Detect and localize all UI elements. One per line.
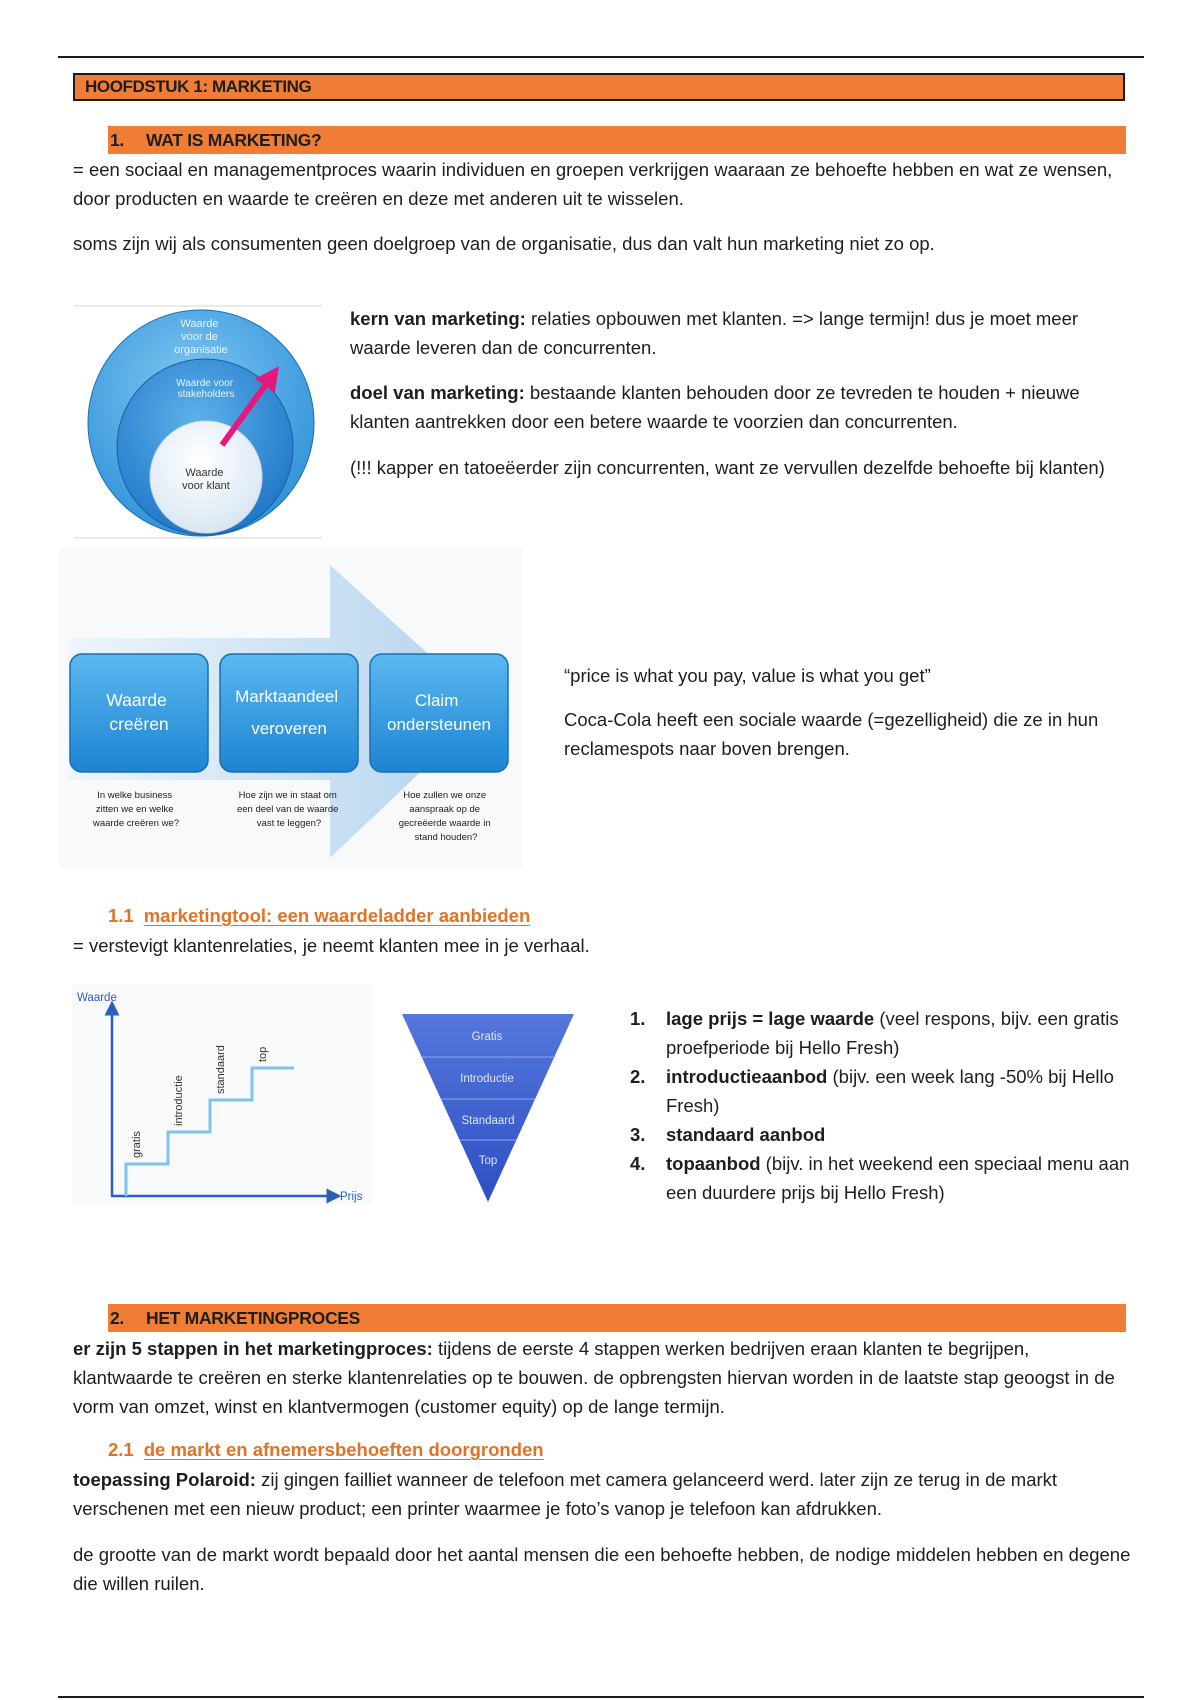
subsection-2-1-heading xyxy=(108,1439,544,1461)
step-question: vast te leggen? xyxy=(256,818,322,829)
step-title: Waarde xyxy=(106,690,167,710)
kapper-note: (!!! kapper en tatoeëerder zijn concurrenten, want ze vervullen dezelfde behoefte bij klanten) xyxy=(350,457,1105,478)
step-title: creëren xyxy=(109,714,169,734)
step-question: stand houden? xyxy=(414,832,478,843)
step-title: ondersteunen xyxy=(387,715,491,734)
section-1-heading xyxy=(108,126,1126,154)
price-value-quote: “price is what you pay, value is what you get” xyxy=(564,665,931,686)
inner-circle-label: voor klant xyxy=(182,480,230,492)
list-item-text: (bijv. in het weekend een speciaal menu aan een duurdere prijs bij Hello Fresh) xyxy=(666,1153,1130,1203)
list-item-title: standaard aanbod xyxy=(666,1124,826,1145)
outer-circle-label: voor de xyxy=(181,331,218,343)
market-size-paragraph: de grootte van de markt wordt bepaald door het aantal mensen die een behoefte hebben, de nodige middelen hebben en degene die willen ruilen. xyxy=(73,1544,1131,1594)
coca-cola-paragraph: Coca-Cola heeft een sociale waarde (=gezelligheid) die ze in hun reclamespots naar boven brengen. xyxy=(564,709,1099,759)
middle-circle-label: stakeholders xyxy=(177,389,235,400)
process-text: tijdens de eerste 4 stappen werken bedrijven eraan klanten te begrijpen, klantwaarde te creëren en sterke klantenrelaties op te bouwen. de opbrengsten hiervan worden in de laatste stap geoogst in de vorm van omzet, winst en klantvermogen (customer equity) op de lange termijn. xyxy=(73,1338,1115,1417)
polaroid-label: toepassing Polaroid: xyxy=(73,1469,256,1490)
x-axis-label: Prijs xyxy=(340,1191,363,1203)
svg-text:Waarde voor klant xyxy=(182,467,230,492)
step-title: Marktaandeel xyxy=(235,687,339,706)
doel-paragraph xyxy=(350,378,1140,436)
value-funnel-diagram xyxy=(400,1012,576,1204)
list-item xyxy=(628,1062,1148,1120)
funnel-level-label: Introductie xyxy=(460,1073,514,1085)
step-question: Hoe zijn we in staat om xyxy=(238,790,337,801)
list-item-title: lage prijs = lage waarde xyxy=(666,1008,875,1029)
step-category-label: standaard xyxy=(215,1045,227,1094)
list-item xyxy=(628,1149,1148,1207)
list-item xyxy=(628,1004,1148,1062)
kern-text: relaties opbouwen met klanten. => lange termijn! dus je moet meer waarde leveren dan de concurrenten. xyxy=(350,308,1079,358)
value-ladder-list xyxy=(628,1004,1148,1207)
section-title: HET MARKETINGPROCES xyxy=(146,1308,361,1328)
svg-text:In welke business zitten w xyxy=(92,790,179,829)
step-question: Hoe zullen we onze xyxy=(403,790,487,801)
list-number: 3. xyxy=(630,1124,646,1145)
subsection-title: marketingtool: een waardeladder aanbieden xyxy=(143,905,531,926)
subsection-title: de markt en afnemersbehoeften doorgronden xyxy=(143,1439,544,1460)
step-category-label: top xyxy=(257,1046,269,1062)
value-ladder-chart xyxy=(72,984,372,1204)
step-question: zitten we en welke xyxy=(95,804,174,815)
list-item-title: introductieaanbod xyxy=(666,1066,828,1087)
value-ladder-text: = verstevigt klantenrelaties, je neemt klanten mee in je verhaal. xyxy=(73,935,590,956)
list-item-text: (veel respons, bijv. een gratis proefperiode bij Hello Fresh) xyxy=(666,1008,1119,1058)
section-number: 2. xyxy=(110,1308,124,1328)
list-item xyxy=(628,1120,1148,1149)
section-title: WAT IS MARKETING? xyxy=(146,130,322,150)
bottom-rule xyxy=(58,1696,1144,1698)
step-box xyxy=(220,654,358,772)
step-category-label: introductie xyxy=(173,1075,185,1126)
doel-text: bestaande klanten behouden door ze tevreden te houden + nieuwe klanten aantrekken door een betere waarde te voorzien dan concurrenten. xyxy=(350,382,1080,432)
section-2-heading xyxy=(108,1304,1126,1332)
step-category-label: gratis xyxy=(131,1131,143,1158)
doel-label: doel van marketing: xyxy=(350,382,525,403)
step-question: waarde creëren we? xyxy=(92,818,180,829)
subsection-number: 2.1 xyxy=(108,1439,134,1460)
value-steps-diagram xyxy=(58,548,522,868)
step-title: Claim xyxy=(414,691,459,710)
y-axis-label: Waarde xyxy=(77,992,117,1004)
value-circles-diagram xyxy=(72,304,324,540)
step-question: aanspraak op de xyxy=(409,804,481,815)
section-number: 1. xyxy=(110,130,124,150)
step-question: gecreëerde waarde in xyxy=(398,818,491,829)
step-title: veroveren xyxy=(251,719,327,738)
outer-circle-label: Waarde xyxy=(180,318,219,330)
process-label: er zijn 5 stappen in het marketingproces: xyxy=(73,1338,433,1359)
top-rule xyxy=(58,56,1144,58)
subsection-1-1-heading xyxy=(108,905,530,927)
step-question: In welke business xyxy=(97,790,173,801)
inner-circle-label: Waarde xyxy=(185,467,224,479)
funnel-level-label: Top xyxy=(478,1155,498,1167)
funnel-level-label: Gratis xyxy=(471,1031,503,1043)
subsection-number: 1.1 xyxy=(108,905,134,926)
middle-circle-label: Waarde voor xyxy=(176,378,234,389)
kern-label: kern van marketing: xyxy=(350,308,526,329)
chapter-heading: HOOFDSTUK 1: MARKETING xyxy=(73,73,1125,101)
marketing-process-paragraph xyxy=(73,1334,1133,1421)
kern-paragraph xyxy=(350,304,1140,362)
consumer-note: soms zijn wij als consumenten geen doelgroep van de organisatie, dus dan valt hun marketing niet zo op. xyxy=(73,233,935,254)
step-question: een deel van de waarde xyxy=(236,804,339,815)
list-item-text: (bijv. een week lang -50% bij Hello Fresh) xyxy=(666,1066,1114,1116)
polaroid-text: zij gingen failliet wanneer de telefoon met camera gelanceerd werd. later zijn ze terug in de markt verschenen met een nieuw product; een printer waarmee je foto’s vanop je telefoon kan afdrukken. xyxy=(73,1469,1058,1519)
svg-text:Waarde voor de organis xyxy=(174,318,228,356)
list-number: 2. xyxy=(630,1066,646,1087)
step-box xyxy=(370,654,508,772)
step-box xyxy=(70,654,208,772)
list-number: 1. xyxy=(630,1008,646,1029)
polaroid-paragraph xyxy=(73,1465,1133,1523)
list-item-title: topaanbod xyxy=(666,1153,761,1174)
outer-circle-label: organisatie xyxy=(174,344,228,356)
list-number: 4. xyxy=(630,1153,646,1174)
svg-text:Waarde voor stakeholders xyxy=(176,378,236,400)
marketing-definition: = een sociaal en managementproces waarin individuen en groepen verkrijgen waaraan ze behoefte hebben en wat ze wensen, door producten en waarde te creëren en deze met anderen uit te wisselen. xyxy=(73,159,1113,209)
funnel-level-label: Standaard xyxy=(461,1115,515,1127)
